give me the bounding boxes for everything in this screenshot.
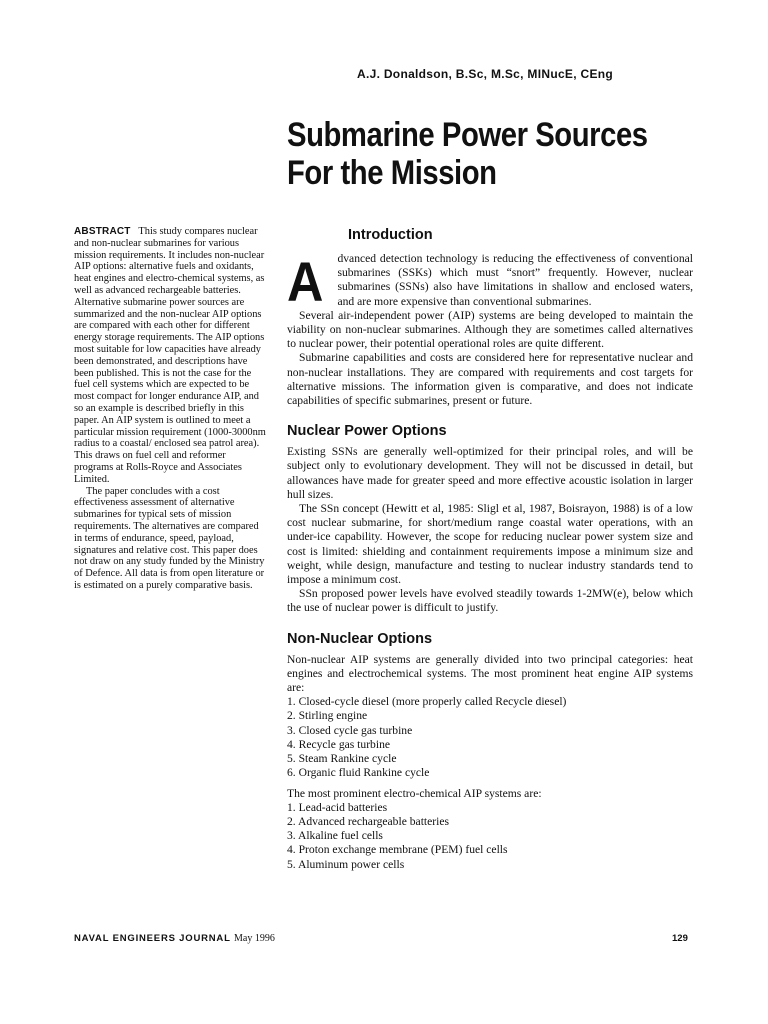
introduction-heading: Introduction (348, 227, 433, 243)
section-introduction (287, 226, 693, 408)
electrochemical-list (287, 801, 693, 872)
list-item: 4. Proton exchange membrane (PEM) fuel cells (287, 843, 508, 857)
nuclear-heading: Nuclear Power Options (287, 423, 447, 440)
nuclear-paragraph-1: Existing SSNs are generally well-optimized for their principal roles, and will be subject only to evolutionary development. They will not be discussed in detail, but allowances have made for greater speed and more effective acoustic isolation in larger hull sizes. (287, 445, 693, 501)
footer-date: May 1996 (234, 933, 275, 944)
section-nuclear-power-options (287, 422, 693, 615)
abstract-paragraph-1 (74, 226, 266, 486)
list-item: 3. Alkaline fuel cells (287, 829, 383, 843)
drop-cap: A (287, 250, 324, 313)
article-title (287, 116, 648, 192)
abstract (74, 226, 266, 592)
footer-journal-name: NAVAL ENGINEERS JOURNAL (74, 933, 231, 944)
list-item: 5. Aluminum power cells (287, 857, 405, 871)
intro-paragraph-3: Submarine capabilities and costs are considered here for representative nuclear and non-nuclear installations. They are compared with requirements and cost targets for alternative missions. The information given is comparative, and does not indicate capabilities of specific submarines, present or future. (287, 351, 693, 408)
list-item: 6. Organic fluid Rankine cycle (287, 766, 430, 780)
author-line: A.J. Donaldson, B.Sc, M.Sc, MINucE, CEng (357, 67, 614, 81)
non-nuclear-heading: Non-Nuclear Options (287, 630, 433, 647)
abstract-text-1: This study compares nuclear and non-nuclear submarines for various mission requirements. It includes non-nuclear AIP options: alternative fuels and oxidants, heat engines and electro-chemical systems, as well as advanced rechargeable batteries. Alternative submarine power sources are summarized and the non-nuclear AIP options are compared with each other for different energy storage requirements. The AIP options most suitable for low capacities have already been demonstrated, and descriptions have been published. This is not the case for the fuel cell systems which are expected to be most compact for longer endurance AIP, and so an example is described briefly in this paper. An AIP system is outlined to meet a particular mission requirement (1000-3000nm radius to a coastal/ enclosed sea patrol area). This draws on fuel cell and reformer programs at Rolls-Royce and Associates Limited. (74, 226, 266, 485)
list-item: 3. Closed cycle gas turbine (287, 723, 413, 737)
nuclear-paragraph-2: The SSn concept (Hewitt et al, 1985: Sligl et al, 1987, Boisrayon, 1988) is of a low cost nuclear submarine, for short/medium range coastal water operations, with an under-ice capability. However, the scope for reducing nuclear power system size and cost is limited: shielding and containment requirements impose a minimum size and weight, while design, manufacture and testing to nuclear industry standards tend to impose a minimum cost. (287, 502, 693, 587)
abstract-paragraph-2: The paper concludes with a cost effectiveness assessment of alternative submarines for typical sets of mission requirements. The alternatives are compared in terms of endurance, speed, payload, signatures and relative cost. This paper does not draw on any study funded by the Ministry of Defence. All data is from open literature or is estimated on a purely comparative basis. (74, 485, 265, 591)
title-line-2: For the Mission (287, 154, 497, 192)
list-item: 2. Stirling engine (287, 709, 368, 723)
page-number: 129 (672, 933, 688, 944)
section-non-nuclear-options (287, 630, 693, 872)
non-nuclear-paragraph-2: The most prominent electro-chemical AIP systems are: (287, 786, 542, 800)
intro-text-1: dvanced detection technology is reducing the effectiveness of conventional submarines (SSKs) which must “snort” frequently. However, nuclear submarines (SSNs) also have limitations in shallow and enclosed waters, and are more expensive than conventional submarines. (337, 252, 693, 308)
non-nuclear-paragraph-1: Non-nuclear AIP systems are generally divided into two principal categories: heat engines and electrochemical systems. The most prominent heat engine AIP systems are: (287, 652, 693, 695)
title-line-1: Submarine Power Sources (287, 116, 648, 154)
intro-paragraph-1 (287, 250, 693, 313)
list-item: 1. Closed-cycle diesel (more properly called Recycle diesel) (287, 695, 567, 709)
list-item: 4. Recycle gas turbine (287, 737, 391, 751)
list-item: 5. Steam Rankine cycle (287, 752, 397, 766)
list-item: 2. Advanced rechargeable batteries (287, 814, 450, 828)
heat-engine-list (287, 695, 693, 780)
list-item: 1. Lead-acid batteries (287, 800, 388, 814)
nuclear-paragraph-3: SSn proposed power levels have evolved steadily towards 1-2MW(e), below which the use of nuclear power is difficult to justify. (287, 587, 693, 615)
main-column (287, 226, 693, 872)
intro-paragraph-2: Several air-independent power (AIP) systems are being developed to maintain the viability on non-nuclear submarines. Although they are sometimes called alternatives to nuclear power, their potential operational roles are quite different. (287, 308, 693, 351)
abstract-label: ABSTRACT (74, 226, 131, 237)
